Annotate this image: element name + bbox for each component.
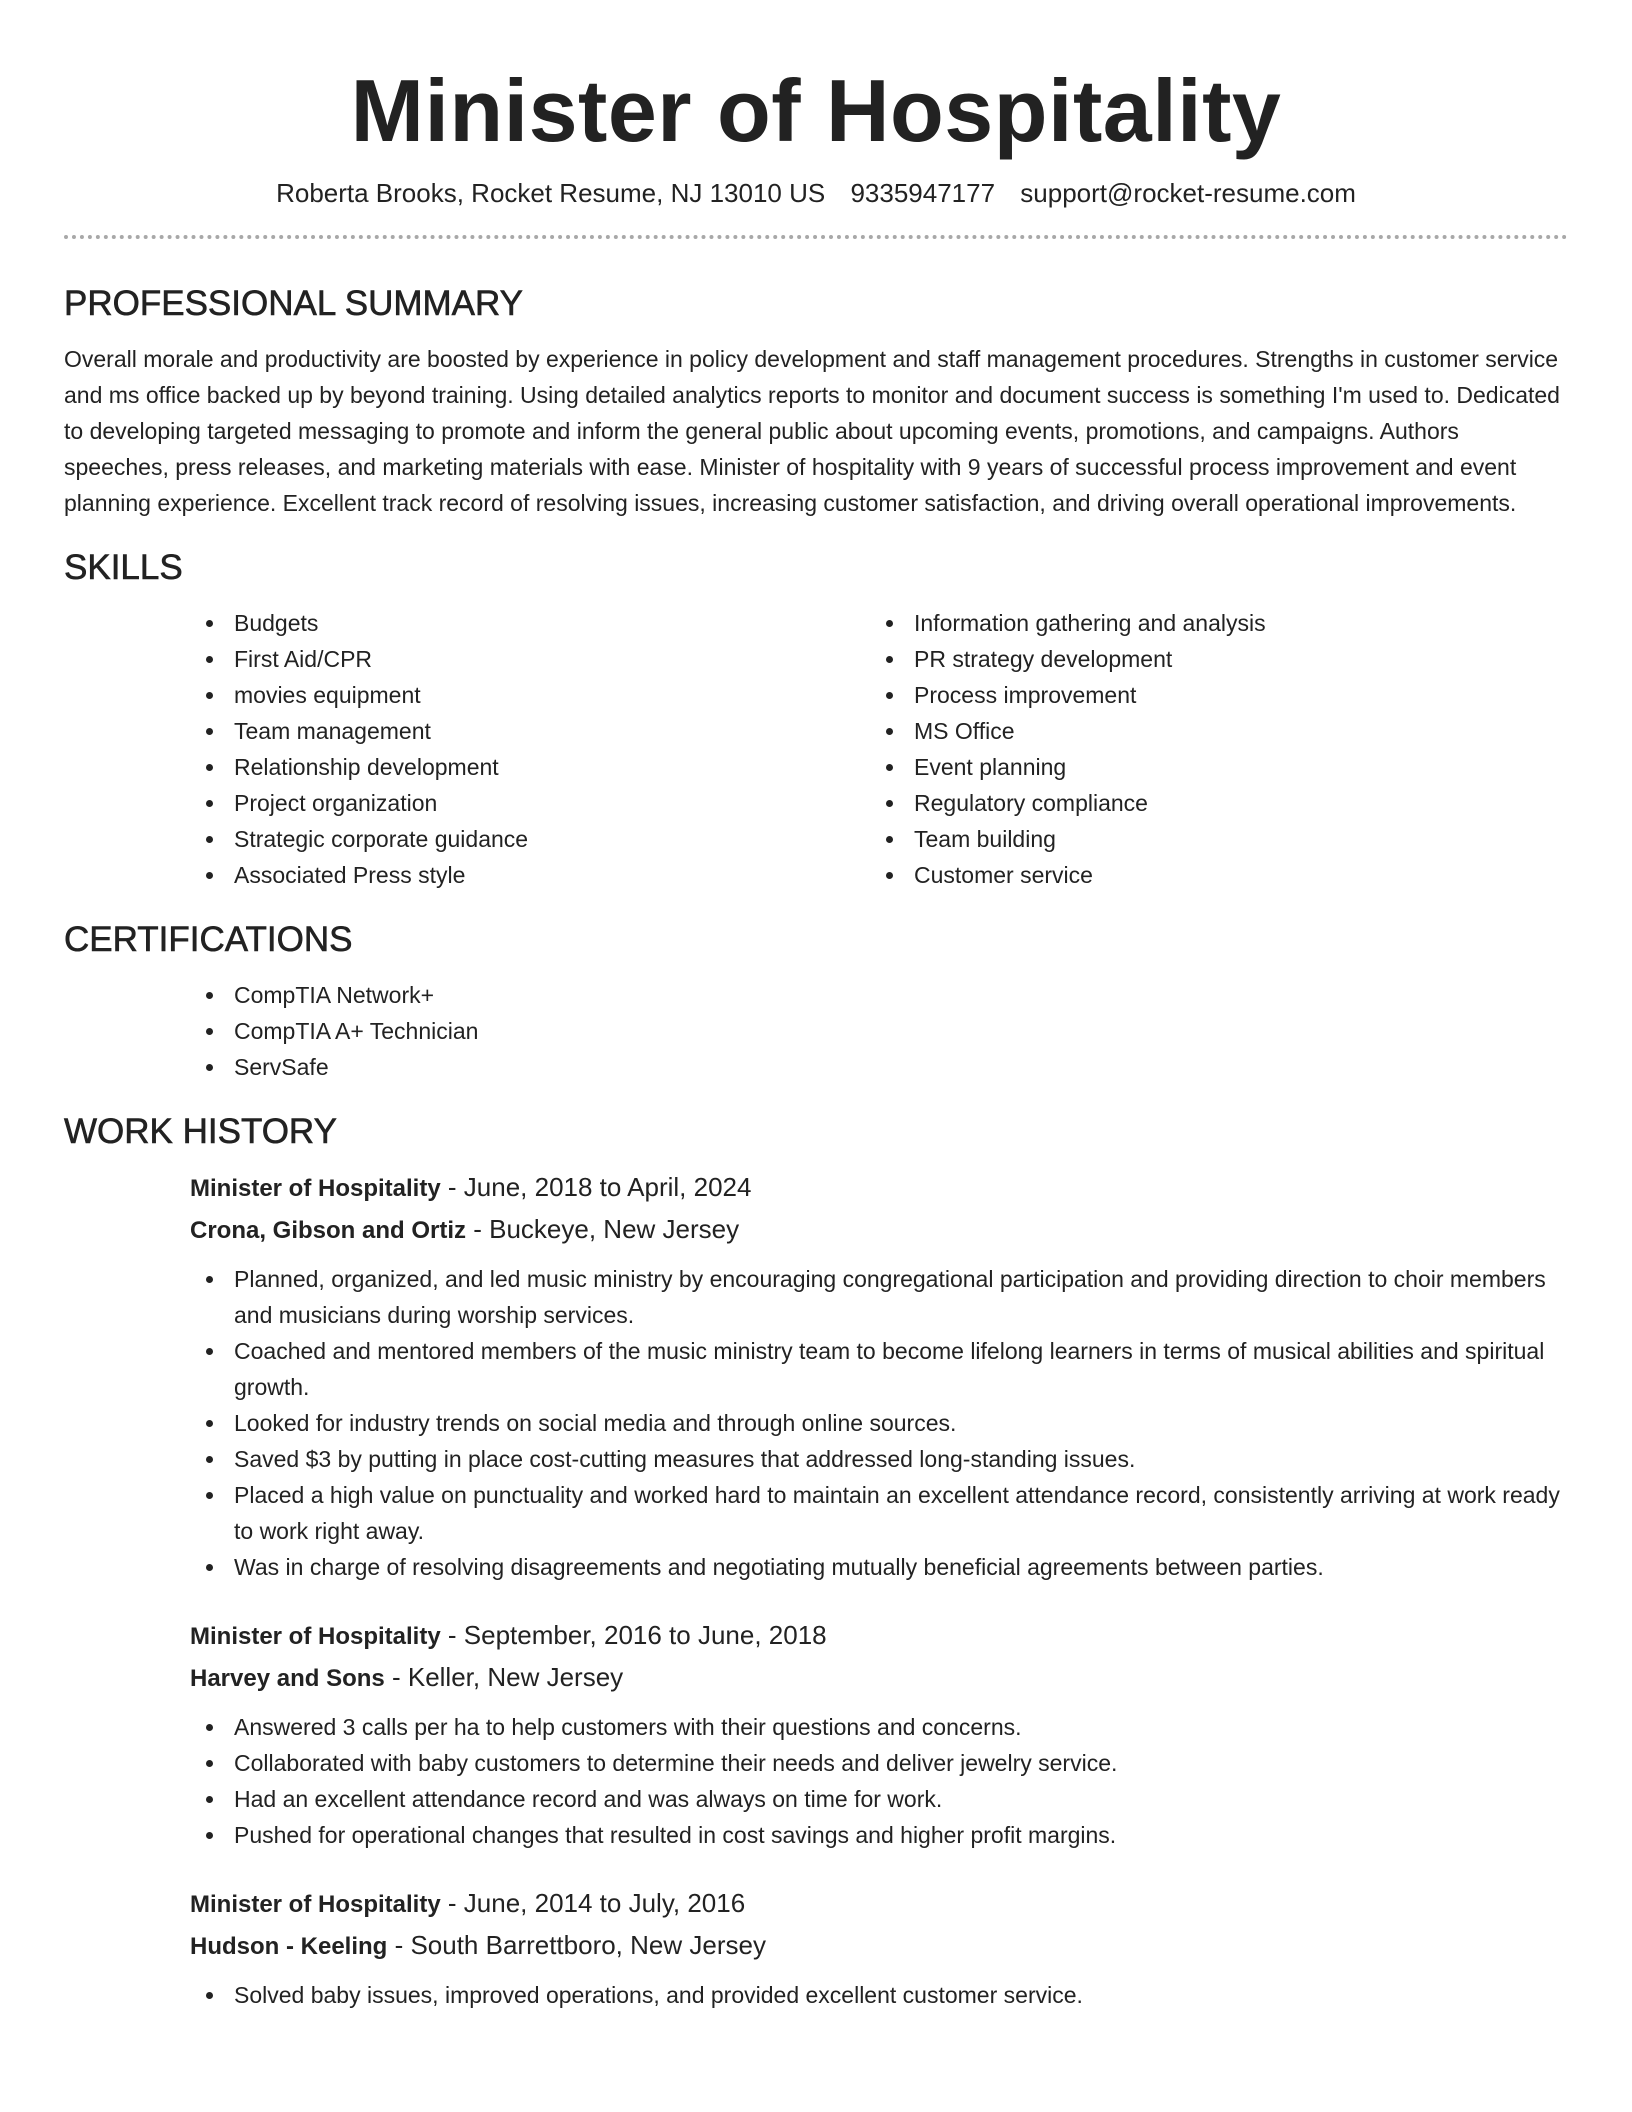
skill-item: Project organization bbox=[190, 785, 870, 821]
skill-item: Team building bbox=[870, 821, 1550, 857]
job-role: Minister of Hospitality bbox=[190, 1174, 441, 1202]
job-bullet: Pushed for operational changes that resulted in cost savings and higher profit margins. bbox=[190, 1817, 1568, 1853]
job-bullet: Saved $3 by putting in place cost-cutting measures that addressed long-standing issues. bbox=[190, 1441, 1568, 1477]
skills-grid bbox=[190, 605, 1568, 893]
skill-item: Budgets bbox=[190, 605, 870, 641]
job-dates: - June, 2014 to July, 2016 bbox=[440, 1887, 746, 1918]
resume-name-title: Minister of Hospitality bbox=[350, 61, 1282, 160]
job-company: Hudson - Keeling bbox=[190, 1932, 388, 1960]
job-location: - Keller, New Jersey bbox=[384, 1661, 624, 1692]
certifications-list bbox=[190, 977, 1568, 1085]
job-location: - Buckeye, New Jersey bbox=[466, 1213, 740, 1244]
contact-phone: 9335947177 bbox=[850, 177, 996, 208]
header-divider bbox=[64, 235, 1568, 239]
skill-item: Relationship development bbox=[190, 749, 870, 785]
job-entry bbox=[190, 1167, 1568, 1585]
certifications-section bbox=[64, 919, 1568, 1085]
job-role: Minister of Hospitality bbox=[190, 1622, 441, 1650]
skill-item: Event planning bbox=[870, 749, 1550, 785]
skills-list-left bbox=[190, 605, 870, 893]
work-history-section bbox=[64, 1111, 1568, 2013]
job-bullet: Had an excellent attendance record and was always on time for work. bbox=[190, 1781, 1568, 1817]
contact-line bbox=[64, 178, 1568, 209]
contact-email[interactable]: support@rocket-resume.com bbox=[1020, 177, 1356, 208]
skill-item: Regulatory compliance bbox=[870, 785, 1550, 821]
job-bullet: Coached and mentored members of the music ministry team to become lifelong learners in terms of musical abilities and spiritual growth. bbox=[190, 1333, 1568, 1405]
job-location: - South Barrettboro, New Jersey bbox=[387, 1929, 766, 1960]
skill-item: movies equipment bbox=[190, 677, 870, 713]
job-company-line bbox=[190, 1925, 1568, 1967]
skills-heading: SKILLS bbox=[64, 547, 183, 587]
certifications-heading: CERTIFICATIONS bbox=[64, 919, 353, 959]
job-bullet: Collaborated with baby customers to determine their needs and deliver jewelry service. bbox=[190, 1745, 1568, 1781]
skill-item: MS Office bbox=[870, 713, 1550, 749]
skills-section bbox=[64, 547, 1568, 893]
job-bullet: Looked for industry trends on social media and through online sources. bbox=[190, 1405, 1568, 1441]
job-bullet: Answered 3 calls per ha to help customers with their questions and concerns. bbox=[190, 1709, 1568, 1745]
work-history-heading: WORK HISTORY bbox=[64, 1111, 337, 1151]
job-entry bbox=[190, 1615, 1568, 1853]
job-dates: - June, 2018 to April, 2024 bbox=[440, 1171, 752, 1202]
skill-item: Information gathering and analysis bbox=[870, 605, 1550, 641]
skill-item: PR strategy development bbox=[870, 641, 1550, 677]
skill-item: Customer service bbox=[870, 857, 1550, 893]
skills-list-right bbox=[870, 605, 1550, 893]
skill-item: First Aid/CPR bbox=[190, 641, 870, 677]
job-role: Minister of Hospitality bbox=[190, 1890, 441, 1918]
skill-item: Strategic corporate guidance bbox=[190, 821, 870, 857]
skill-item: Associated Press style bbox=[190, 857, 870, 893]
certification-item: ServSafe bbox=[190, 1049, 1568, 1085]
job-bullets bbox=[190, 1261, 1568, 1585]
job-entry bbox=[190, 1883, 1568, 2013]
job-bullet: Was in charge of resolving disagreements and negotiating mutually beneficial agreements between parties. bbox=[190, 1549, 1568, 1585]
job-bullets bbox=[190, 1709, 1568, 1853]
job-company: Harvey and Sons bbox=[190, 1664, 385, 1692]
skill-item: Team management bbox=[190, 713, 870, 749]
job-title-line bbox=[190, 1883, 1568, 1925]
job-title-line bbox=[190, 1167, 1568, 1209]
summary-text: Overall morale and productivity are boosted by experience in policy development and staff management procedures. Strengths in customer service and ms office backed up by beyond training. Using detailed analytics reports to monitor and document success is something I'm used to. Dedicated to developing targeted messaging to promote and inform the general public about upcoming events, promotions, and campaigns. Authors speeches, press releases, and marketing materials with ease. Minister of hospitality with 9 years of successful process improvement and event planning experience. Excellent track record of resolving issues, increasing customer satisfaction, and driving overall operational improvements. bbox=[64, 345, 1560, 516]
contact-address: Roberta Brooks, Rocket Resume, NJ 13010 US bbox=[276, 177, 826, 208]
job-title-line bbox=[190, 1615, 1568, 1657]
job-bullet: Planned, organized, and led music ministry by encouraging congregational participation and providing direction to choir members and musicians during worship services. bbox=[190, 1261, 1568, 1333]
job-company-line bbox=[190, 1657, 1568, 1699]
certification-item: CompTIA Network+ bbox=[190, 977, 1568, 1013]
skill-item: Process improvement bbox=[870, 677, 1550, 713]
job-dates: - September, 2016 to June, 2018 bbox=[440, 1619, 827, 1650]
job-bullet: Solved baby issues, improved operations, and provided excellent customer service. bbox=[190, 1977, 1568, 2013]
job-bullet: Placed a high value on punctuality and worked hard to maintain an excellent attendance record, consistently arriving at work ready to work right away. bbox=[190, 1477, 1568, 1549]
certification-item: CompTIA A+ Technician bbox=[190, 1013, 1568, 1049]
job-company: Crona, Gibson and Ortiz bbox=[190, 1216, 467, 1244]
job-company-line bbox=[190, 1209, 1568, 1251]
job-bullets bbox=[190, 1977, 1568, 2013]
summary-heading: PROFESSIONAL SUMMARY bbox=[64, 283, 523, 323]
summary-section bbox=[64, 283, 1568, 521]
